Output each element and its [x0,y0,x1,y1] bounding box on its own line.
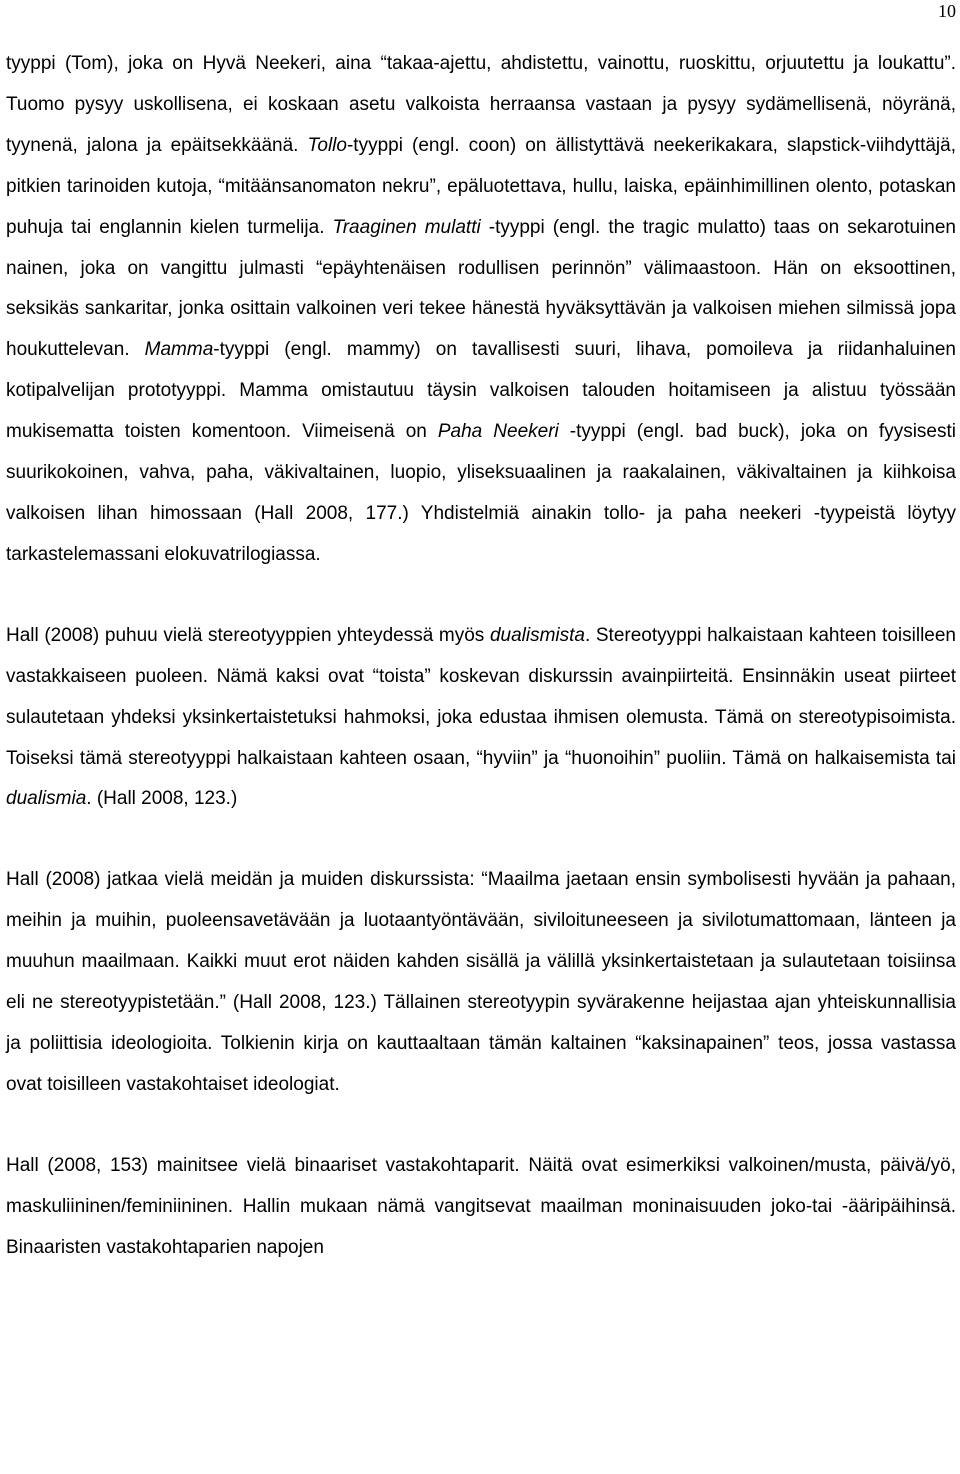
term-dualismista: dualismista [489,624,585,646]
paragraph-3 [6,860,956,1105]
paragraph-1-run-3: -tyyppi (engl. coon) on ällistyttävä neekerikakara, slapstick-viihdyttäjä, pitkien tarinoiden kutoja, “mitäänsanomaton nekru”, epäluotettava, hullu, laiska, epäinhimillinen olento, potaskan puhuja tai englannin kielen turmelija. [6,134,956,238]
paragraph-3-run-1: Hall (2008) jatkaa vielä meidän ja muiden diskurssista: “Maailma jaetaan ensin symbolisesti hyvään ja pahaan, meihin ja muihin, puoleensavetävään ja luotaantyöntävään, siviloituneeseen ja sivilotumattomaan, länteen ja muuhun maailmaan. Kaikki muut erot näiden kahden sisällä ja välillä yksinkertaistetaan ja sulautetaan toisiinsa eli ne stereotyypistetään.” (Hall 2008, 123.) Tällainen stereotyypin syvärakenne heijastaa ajan yhteiskunnallisia ja poliittisia ideologioita. Tolkienin kirja on kauttaaltaan tämän kaltainen “kaksinapainen” teos, jossa vastassa ovat toisilleen vastakohtaiset ideologiat. [6,869,956,1095]
paragraph-1 [6,44,956,576]
paragraph-1-run-9: -tyyppi (engl. bad buck), joka on fyysisesti suurikokoinen, vahva, paha, väkivaltainen, luopio, yliseksuaalinen ja raakalainen, väkivaltainen ja kiihkoisa valkoisen lihan himossaan (Hall 2008, 177.) Yhdistelmiä ainakin tollo- ja paha neekeri -tyypeistä löytyy tarkastelemassani elokuvatrilogiassa. [6,421,957,565]
paragraph-1-run-5: -tyyppi (engl. the tragic mulatto) taas on sekarotuinen nainen, joka on vangittu julmasti “epäyhtenäisen rodullisen perinnön” välimaastoon. Hän on eksoottinen, seksikäs sankaritar, jonka osittain valkoinen veri tekee hänestä hyväksyttävän ja valkoisen miehen silmissä jopa houkuttelevan. [6,216,956,361]
paragraph-1-run-7: -tyyppi (engl. mammy) on tavallisesti suuri, lihava, pomoileva ja riidanhaluinen kotipalvelijan prototyyppi. Mamma omistautuu täysin valkoisen talouden hoitamiseen ja alistuu työssään mukisematta toisten komentoon. Viimeisenä on [6,339,956,443]
paragraph-2-run-3: . Stereotyyppi halkaistaan kahteen toisilleen vastakkaiseen puoleen. Nämä kaksi ovat “toista” koskevan diskurssin avainpiirteitä. Ensinnäkin useat piirteet sulautetaan yhdeksi yksinkertaistetuksi hahmoksi, joka edustaa ihmisen olemusta. Tämä on stereotypisoimista. Toiseksi tämä stereotyyppi halkaistaan kahteen osaan, “hyviin” ja “huonoihin” puoliin. Tämä on halkaisemista tai [6,624,956,769]
paragraph-2-run-1: Hall (2008) puhuu vielä stereotyyppien yhteydessä myös [6,624,490,646]
paragraph-2-run-5: . (Hall 2008, 123.) [86,788,238,810]
paragraph-4-run-1: Hall (2008, 153) mainitsee vielä binaariset vastakohtaparit. Näitä ovat esimerkiksi valkoinen/musta, päivä/yö, maskuliininen/feminiininen. Hallin mukaan nämä vangitsevat maailman moninaisuuden joko-tai -ääripäihinsä. Binaaristen vastakohtaparien napojen [6,1154,956,1258]
term-traaginen-mulatti: Traaginen mulatti [332,216,481,238]
document-body [6,44,956,1268]
term-dualismia: dualismia [6,788,87,810]
paragraph-1-run-1: tyyppi (Tom), joka on Hyvä Neekeri, aina “takaa-ajettu, ahdistettu, vainottu, ruoskittu, orjuutettu ja loukattu”. Tuomo pysyy uskollisena, ei koskaan asetu valkoista herraansa vastaan ja pysyy sydämellisenä, nöyränä, tyynenä, jalona ja epäitsekkäänä. [6,53,956,156]
page-number: 10 [938,1,956,21]
term-tollo: Tollo [307,134,347,156]
term-mamma: Mamma [144,339,214,361]
paragraph-2 [6,616,956,821]
paragraph-4 [6,1146,956,1269]
term-paha-neekeri: Paha Neekeri [437,421,559,443]
